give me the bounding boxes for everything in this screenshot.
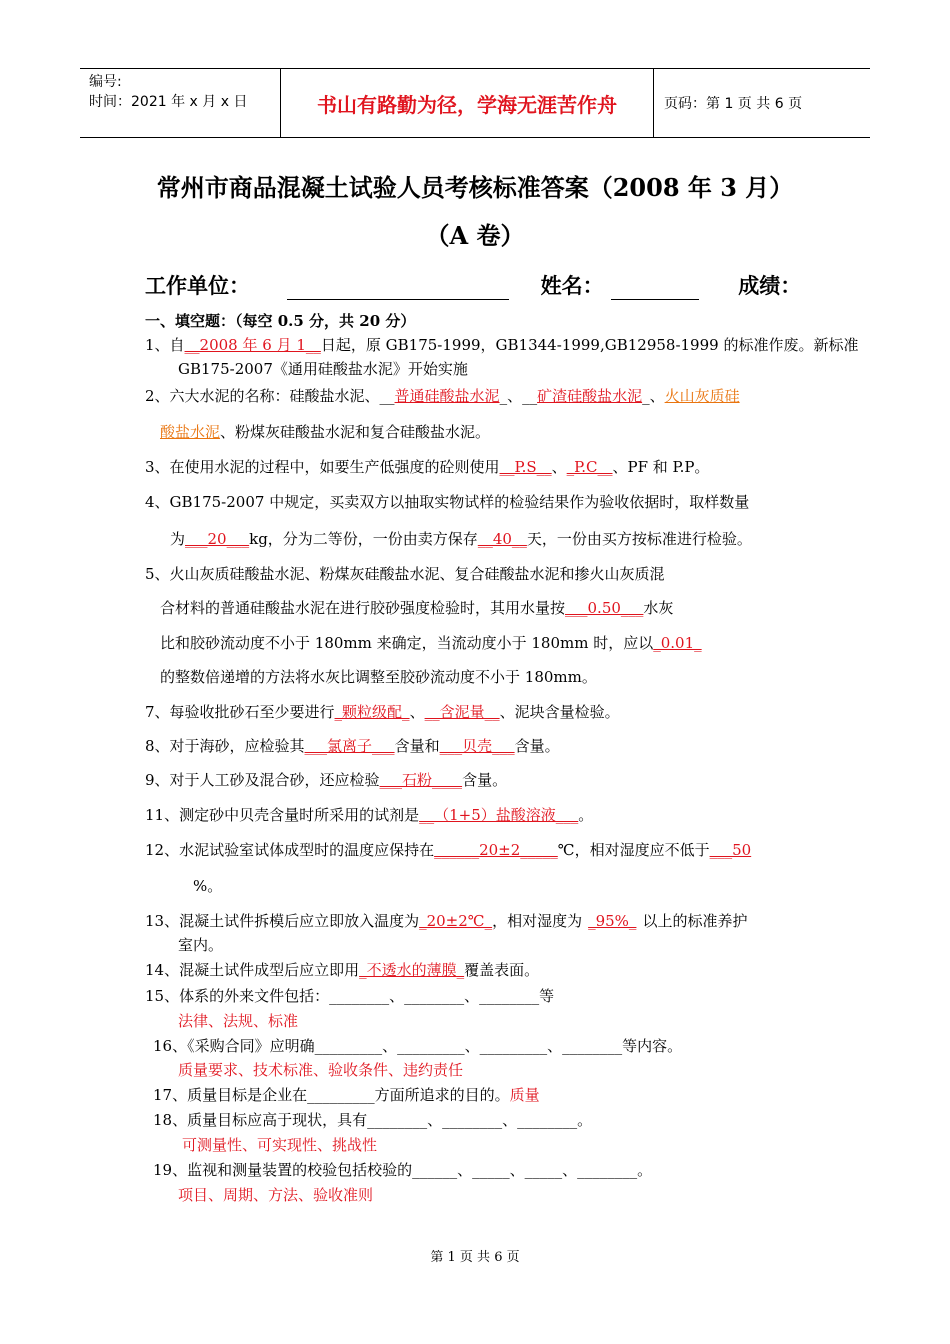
q5-answer-1: ___0.50___ [565, 599, 644, 617]
question-5: 5、火山灰质硅酸盐水泥、粉煤灰硅酸盐水泥、复合硅酸盐水泥和掺火山灰质混 [145, 565, 665, 583]
q2-answer-3-cont: 酸盐水泥 [160, 423, 221, 441]
q2-answer-1: 普通硅酸盐水泥 [394, 387, 500, 405]
question-13 [145, 910, 747, 932]
question-1-line2: GB175-2007《通用硅酸盐水泥》开始实施 [178, 360, 468, 378]
question-3 [145, 456, 709, 478]
q5-text-cont: 水灰 [643, 599, 674, 617]
question-2 [145, 385, 740, 407]
section-heading: 一、填空题：（每空 0.5 分，共 20 分） [145, 312, 416, 330]
question-18-answer: 可测量性、可实现性、挑战性 [182, 1136, 378, 1154]
page-footer: 第 1 页 共 6 页 [430, 1250, 520, 1265]
q1-text-cont: 日起，原 GB175-1999，GB1344-1999,GB12958-1999 的标准作废。新标准 [320, 336, 859, 354]
q5-text-2: 比和胶砂流动度不小于 180mm 来确定，当流动度小于 180mm 时，应以 [160, 634, 654, 652]
q7-sep: 、 [409, 703, 425, 721]
q13-text-end: 以上的标准养护 [642, 912, 748, 930]
question-9 [145, 769, 507, 791]
question-19: 19、监视和测量装置的校验包括校验的______、_____、_____、________。 [153, 1161, 653, 1179]
q3-text: 3、在使用水泥的过程中，如要生产低强度的砼则使用 [145, 458, 500, 476]
question-12 [145, 839, 751, 861]
q13-text-cont: ，相对湿度为 [492, 912, 583, 930]
q1-text: 1、自 [145, 336, 185, 354]
q12-text-cont: ℃，相对湿度应不低于 [557, 841, 710, 859]
question-11 [145, 804, 593, 826]
name-field[interactable] [611, 277, 699, 300]
question-13-line2: 室内。 [178, 936, 224, 954]
question-19-answer: 项目、周期、方法、验收准则 [178, 1186, 374, 1204]
examinee-info [145, 270, 801, 300]
q3-answer-2: _P.C__ [566, 458, 613, 476]
q14-text: 14、混凝土试件成型后应立即用 [145, 961, 360, 979]
q7-answer-1: _颗粒级配_ [334, 703, 410, 721]
question-1 [145, 334, 858, 356]
q7-text: 7、每验收批砂石至少要进行 [145, 703, 335, 721]
q2-text: 2、六大水泥的名称：硅酸盐水泥、__ [145, 387, 395, 405]
question-2-line2 [160, 421, 490, 443]
document-subtitle: （A 卷） [425, 221, 525, 250]
q2-answer-2: 矿渣硅酸盐水泥 [537, 387, 643, 405]
score-label: 成绩： [738, 273, 802, 298]
time-label: 时间：2021 年 x 月 x 日 [89, 94, 248, 110]
q17-answer: 质量 [509, 1086, 540, 1104]
q9-text-end: 含量。 [462, 771, 508, 789]
question-5-line2 [160, 597, 673, 619]
question-7 [145, 701, 620, 723]
q5-text: 合材料的普通硅酸盐水泥在进行胶砂强度检验时，其用水量按 [160, 599, 566, 617]
q4-answer-2: __40__ [477, 530, 527, 548]
q5-answer-2: _0.01_ [653, 634, 702, 652]
q8-answer-2: ___贝壳___ [439, 737, 515, 755]
question-15: 15、体系的外来文件包括：________、________、________等 [145, 987, 555, 1005]
question-14 [145, 959, 539, 981]
q9-answer: ___石粉____ [379, 771, 463, 789]
q9-text: 9、对于人工砂及混合砂，还应检验 [145, 771, 380, 789]
unit-field[interactable] [287, 277, 509, 300]
q14-text-end: 覆盖表面。 [464, 961, 540, 979]
question-8 [145, 735, 560, 757]
q7-answer-2: __含泥量__ [424, 703, 500, 721]
document-header [80, 68, 870, 138]
q3-text-end: 、PF 和 P.P。 [612, 458, 710, 476]
q12-answer-1: ______20±2_____ [434, 841, 558, 859]
question-12-line2: %。 [193, 877, 223, 895]
q11-text: 11、测定砂中贝壳含量时所采用的试剂是 [145, 806, 420, 824]
q8-answer-1: ___氯离子___ [304, 737, 395, 755]
q8-text: 8、对于海砂，应检验其 [145, 737, 305, 755]
question-16-answer: 质量要求、技术标准、验收条件、违约责任 [178, 1061, 464, 1079]
q13-answer-2: _95%_ [588, 912, 637, 930]
q7-text-end: 、泥块含量检验。 [499, 703, 620, 721]
q12-answer-2: ___50 [709, 841, 752, 859]
q3-answer-1: __P.S__ [499, 458, 552, 476]
question-18: 18、质量目标应高于现状，具有________、________、________。 [153, 1111, 593, 1129]
question-15-answer: 法律、法规、标准 [178, 1012, 299, 1030]
q2-answer-3: 火山灰质硅 [664, 387, 740, 405]
q2-sep-2: _、 [642, 387, 665, 405]
question-4: 4、GB175-2007 中规定，买卖双方以抽取实物试样的检验结果作为验收依据时，取样数量 [145, 493, 750, 511]
q8-text-end: 含量。 [514, 737, 560, 755]
q1-answer: __2008 年 6 月 1__ [184, 336, 321, 354]
number-label: 编号: [89, 74, 122, 90]
question-4-line2 [170, 528, 752, 550]
q17-text: 17、质量目标是企业在_________方面所追求的目的。 [153, 1086, 510, 1104]
q2-text-end: 、粉煤灰硅酸盐水泥和复合硅酸盐水泥。 [220, 423, 491, 441]
q3-sep: 、 [551, 458, 567, 476]
name-label: 姓名： [540, 273, 604, 298]
q12-text: 12、水泥试验室试体成型时的温度应保持在 [145, 841, 435, 859]
q4-text-end: 天，一份由买方按标准进行检验。 [526, 530, 752, 548]
q8-text-cont: 含量和 [394, 737, 440, 755]
q11-answer: __（1+5）盐酸溶液___ [419, 806, 579, 824]
q13-answer-1: _20±2℃_ [419, 912, 493, 930]
q13-text: 13、混凝土试件拆模后应立即放入温度为 [145, 912, 420, 930]
q2-sep-1: _、__ [499, 387, 538, 405]
q14-answer: _不透水的薄膜_ [359, 961, 465, 979]
q4-answer-1: ___20___ [185, 530, 250, 548]
q11-text-end: 。 [578, 806, 594, 824]
q4-text: 为 [170, 530, 186, 548]
question-16: 16、《采购合同》应明确_________、_________、_________、________等内容。 [153, 1037, 683, 1055]
question-17 [153, 1084, 540, 1106]
header-motto: 书山有路勤为径，学海无涯苦作舟 [280, 69, 654, 137]
question-5-line3 [160, 632, 702, 654]
unit-label: 工作单位： [145, 273, 250, 298]
q4-text-cont: kg，分为二等份，一份由卖方保存 [249, 530, 478, 548]
question-5-line4: 的整数倍递增的方法将水灰比调整至胶砂流动度不小于 180mm。 [160, 668, 597, 686]
document-title: 常州市商品混凝土试验人员考核标准答案（2008 年 3 月） [156, 173, 794, 202]
page-indicator: 页码：第 1 页 共 6 页 [664, 96, 803, 112]
header-meta [80, 69, 280, 137]
